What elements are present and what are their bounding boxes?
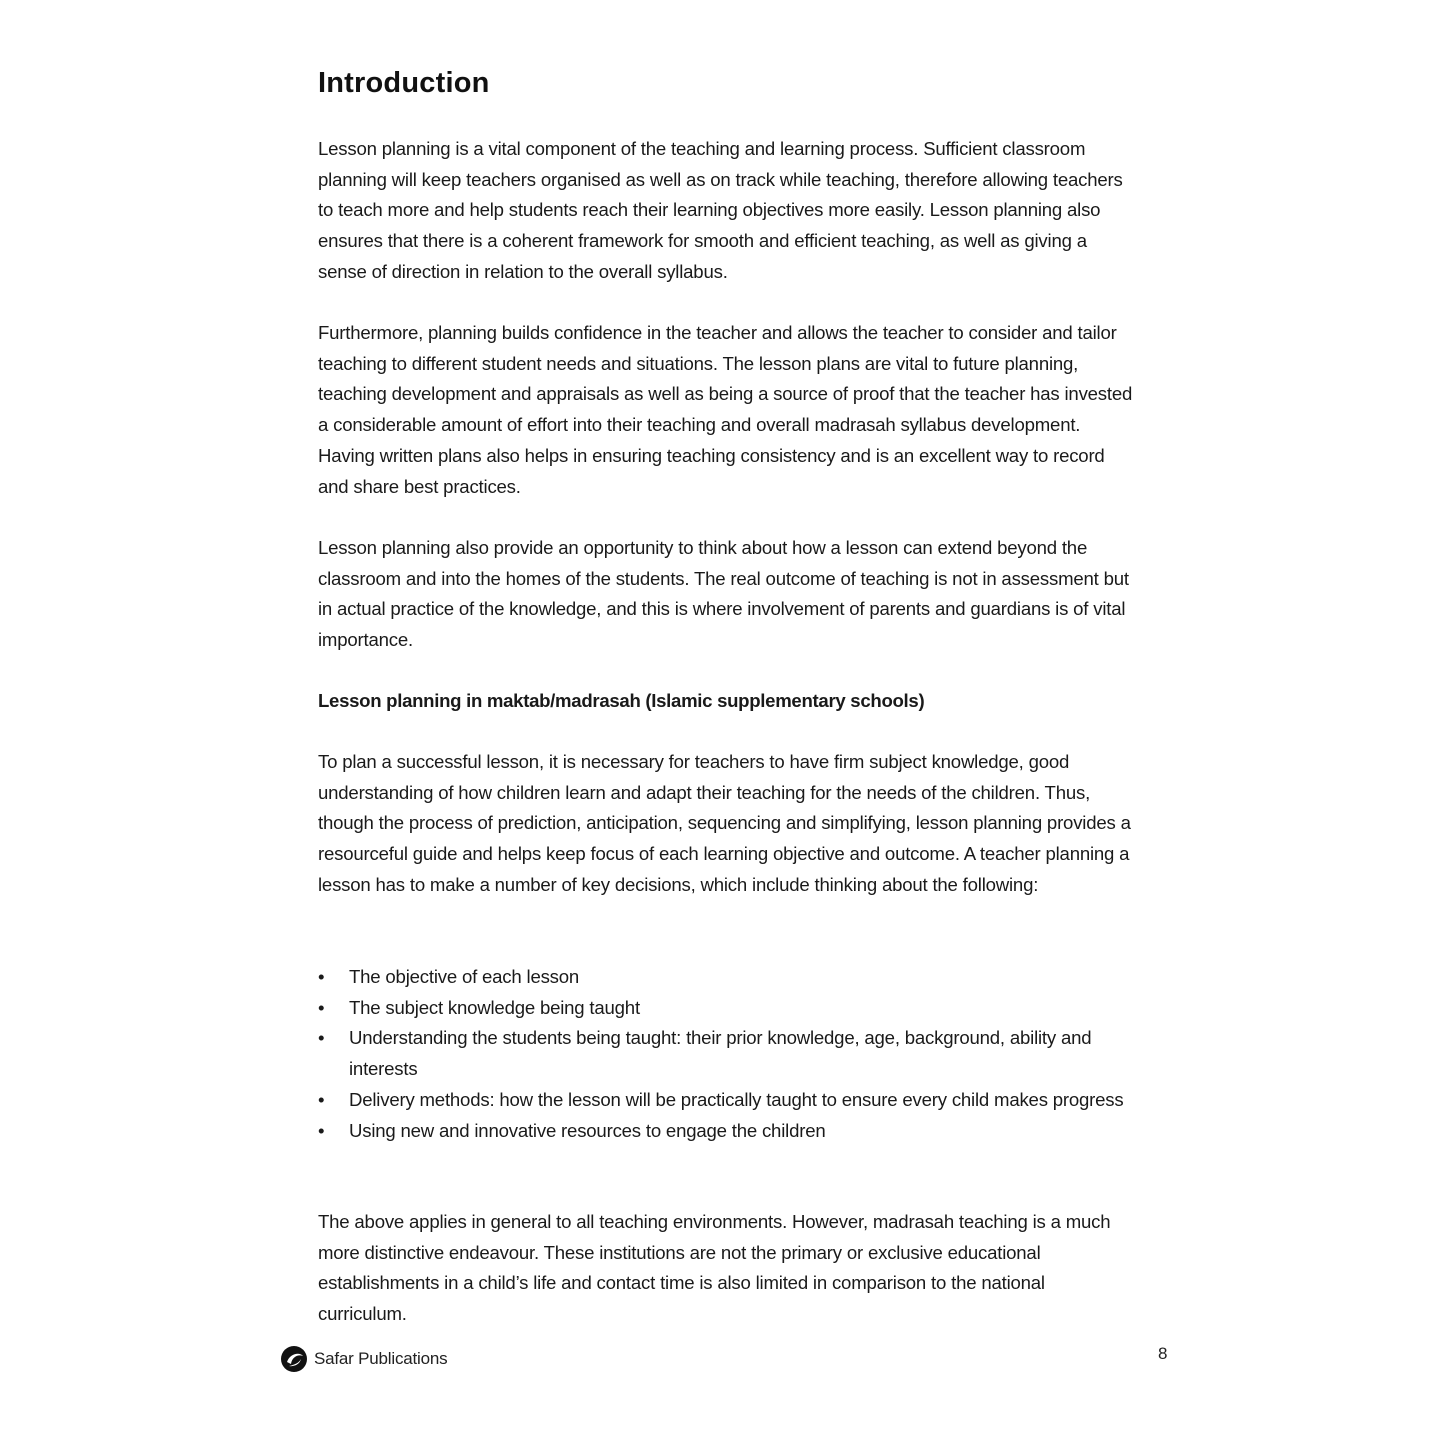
- list-item-text: The subject knowledge being taught: [349, 996, 640, 1018]
- bullet-marker: •: [318, 1027, 325, 1049]
- page-title: Introduction: [318, 67, 490, 99]
- page-number: 8: [1158, 1344, 1168, 1363]
- closing-paragraph: The above applies in general to all teaching environments. However, madrasah teaching is a much more distinctive endeavour. These institutions are not the primary or exclusive educational establishments in a child’s life and contact time is also limited in comparison to the national curriculum.: [318, 1211, 1111, 1325]
- list-item-text: Understanding the students being taught: their prior knowledge, age, background, ability and interests: [349, 1027, 1092, 1080]
- document-page: [318, 62, 1138, 1325]
- bullet-marker: •: [318, 1119, 325, 1141]
- list-item: [318, 993, 1138, 1024]
- section-subheading: Lesson planning in maktab/madrasah (Islamic supplementary schools): [318, 690, 925, 711]
- list-item: [318, 962, 1138, 993]
- bullet-marker: •: [318, 996, 325, 1018]
- list-item: [318, 1085, 1138, 1116]
- safar-logo-icon: [280, 1345, 308, 1373]
- list-item-text: The objective of each lesson: [349, 966, 580, 987]
- intro-paragraph-2: Furthermore, planning builds confidence in the teacher and allows the teacher to consider and tailor teaching to different student needs and situations. The lesson plans are vital to future planning, teaching development and appraisals as well as being a source of proof that the teacher has invested a considerable amount of effort into their teaching and overall madrasah syllabus development. Having written plans also helps in ensuring teaching consistency and is an excellent way to record and share best practices.: [318, 322, 1133, 497]
- list-item: [318, 1023, 1138, 1084]
- intro-paragraph-3: Lesson planning also provide an opportunity to think about how a lesson can extend beyond the classroom and into the homes of the students. The real outcome of teaching is not in assessment but in actual practice of the knowledge, and this is where involvement of parents and guardians is of vital importance.: [318, 537, 1129, 651]
- intro-paragraph-1: Lesson planning is a vital component of the teaching and learning process. Sufficient classroom planning will keep teachers organised as well as on track while teaching, therefore allowing teachers to teach more and help students reach their learning objectives more easily. Lesson planning also ensures that there is a coherent framework for smooth and efficient teaching, as well as giving a sense of direction in relation to the overall syllabus.: [318, 138, 1123, 282]
- list-item-text: Using new and innovative resources to engage the children: [349, 1119, 826, 1141]
- bullet-marker: •: [318, 966, 325, 987]
- bullet-marker: •: [318, 1088, 325, 1110]
- publisher-name: Safar Publications: [314, 1349, 448, 1368]
- list-item: [318, 1116, 1138, 1147]
- key-decisions-list: [318, 962, 1138, 1146]
- lesson-planning-paragraph: To plan a successful lesson, it is necessary for teachers to have firm subject knowledge, good understanding of how children learn and adapt their teaching for the needs of the children. Thus, though the process of prediction, anticipation, sequencing and simplifying, lesson planning provides a resourceful guide and helps keep focus of each learning objective and outcome. A teacher planning a lesson has to make a number of key decisions, which include thinking about the following:: [318, 751, 1131, 895]
- footer-publisher: [280, 1345, 447, 1373]
- list-item-text: Delivery methods: how the lesson will be practically taught to ensure every child makes progress: [349, 1088, 1124, 1110]
